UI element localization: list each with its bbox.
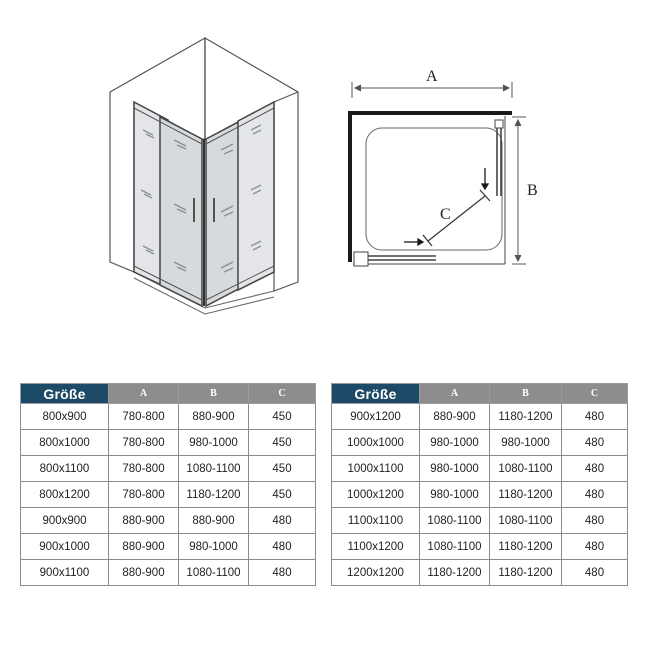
header-c: C: [562, 384, 628, 404]
cell-c: 480: [562, 508, 628, 534]
cell-size: 1000x1000: [332, 430, 420, 456]
cell-size: 800x1100: [21, 456, 109, 482]
table-row: [332, 560, 628, 586]
cell-b: 1080-1100: [179, 560, 249, 586]
cell-b: 1180-1200: [490, 534, 562, 560]
cell-b: 980-1000: [179, 534, 249, 560]
cell-b: 1180-1200: [490, 482, 562, 508]
cell-a: 1180-1200: [420, 560, 490, 586]
header-size: Größe: [21, 384, 109, 404]
cell-size: 900x1000: [21, 534, 109, 560]
cell-a: 780-800: [109, 456, 179, 482]
table-header-row: [21, 384, 316, 404]
label-a: A: [426, 68, 438, 85]
header-a: A: [109, 384, 179, 404]
cell-a: 1080-1100: [420, 508, 490, 534]
cell-c: 480: [562, 430, 628, 456]
cell-a: 880-900: [109, 560, 179, 586]
table-row: [21, 430, 316, 456]
header-b: B: [179, 384, 249, 404]
cell-b: 980-1000: [490, 430, 562, 456]
table-header-row: [332, 384, 628, 404]
cell-a: 1080-1100: [420, 534, 490, 560]
dimension-b: [512, 117, 526, 264]
cell-size: 1100x1200: [332, 534, 420, 560]
label-b: B: [527, 182, 538, 199]
plan-enclosure: [353, 116, 505, 266]
cell-size: 1000x1100: [332, 456, 420, 482]
cell-size: 800x900: [21, 404, 109, 430]
cell-a: 980-1000: [420, 482, 490, 508]
cell-c: 450: [249, 482, 316, 508]
size-table-left: [20, 383, 316, 586]
cell-b: 1080-1100: [490, 456, 562, 482]
cell-c: 480: [562, 534, 628, 560]
cell-size: 800x1200: [21, 482, 109, 508]
table-row: [332, 482, 628, 508]
cell-b: 1180-1200: [490, 404, 562, 430]
header-b: B: [490, 384, 562, 404]
cell-a: 880-900: [420, 404, 490, 430]
cell-c: 450: [249, 404, 316, 430]
cell-c: 450: [249, 430, 316, 456]
cell-size: 1200x1200: [332, 560, 420, 586]
table-row: [21, 404, 316, 430]
cell-size: 900x1200: [332, 404, 420, 430]
cell-a: 980-1000: [420, 430, 490, 456]
cell-a: 780-800: [109, 430, 179, 456]
cell-c: 480: [249, 560, 316, 586]
table-row: [332, 456, 628, 482]
cell-b: 880-900: [179, 404, 249, 430]
cell-c: 480: [562, 404, 628, 430]
table-row: [21, 482, 316, 508]
table-row: [21, 560, 316, 586]
cell-size: 900x1100: [21, 560, 109, 586]
table-row: [21, 534, 316, 560]
cell-size: 800x1000: [21, 430, 109, 456]
cell-c: 480: [249, 534, 316, 560]
cell-c: 480: [562, 482, 628, 508]
cell-b: 980-1000: [179, 430, 249, 456]
size-table-right: [331, 383, 628, 586]
cell-a: 980-1000: [420, 456, 490, 482]
cell-b: 1180-1200: [490, 560, 562, 586]
cell-a: 880-900: [109, 534, 179, 560]
header-size: Größe: [332, 384, 420, 404]
cell-b: 880-900: [179, 508, 249, 534]
plan-tray: [366, 128, 502, 250]
dimension-c: [423, 190, 490, 246]
cell-a: 780-800: [109, 404, 179, 430]
cell-a: 780-800: [109, 482, 179, 508]
cell-b: 1080-1100: [179, 456, 249, 482]
cell-a: 880-900: [109, 508, 179, 534]
table-row: [332, 430, 628, 456]
cell-c: 450: [249, 456, 316, 482]
cell-b: 1080-1100: [490, 508, 562, 534]
table-row: [21, 456, 316, 482]
cell-size: 1000x1200: [332, 482, 420, 508]
table-row: [332, 508, 628, 534]
cell-c: 480: [562, 560, 628, 586]
table-row: [332, 404, 628, 430]
cell-size: 900x900: [21, 508, 109, 534]
table-row: [21, 508, 316, 534]
cell-b: 1180-1200: [179, 482, 249, 508]
cell-c: 480: [562, 456, 628, 482]
cell-c: 480: [249, 508, 316, 534]
header-a: A: [420, 384, 490, 404]
table-row: [332, 534, 628, 560]
header-c: C: [249, 384, 316, 404]
top-view-plan: [348, 68, 538, 266]
cell-size: 1100x1100: [332, 508, 420, 534]
label-c: C: [440, 206, 451, 223]
